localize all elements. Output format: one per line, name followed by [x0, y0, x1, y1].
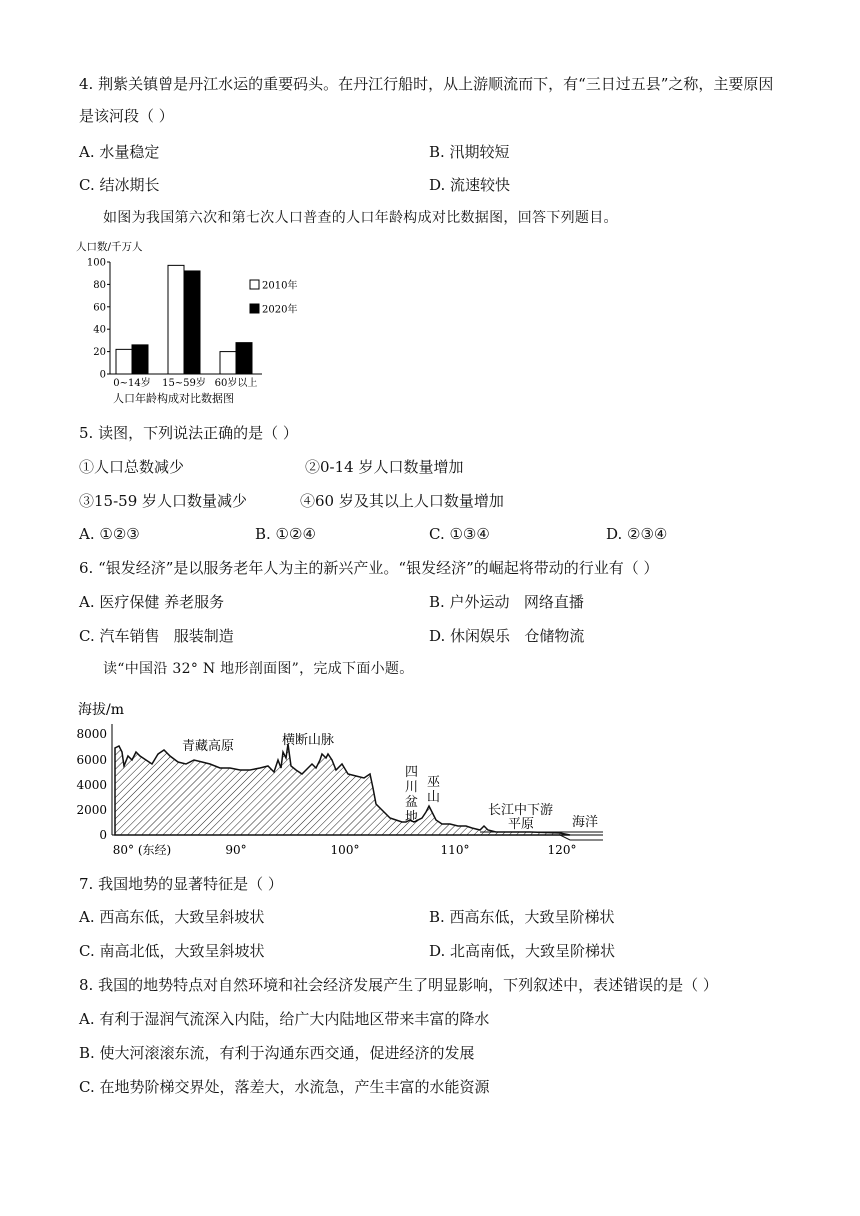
intro-population: 如图为我国第六次和第七次人口普查的人口年龄构成对比数据图，回答下列题目。 — [103, 210, 618, 226]
chart-category-label: 15~59岁 — [162, 378, 206, 389]
chart-category-label: 0~14岁 — [113, 378, 151, 389]
population-bar-chart — [70, 236, 310, 408]
intro-profile: 读“中国沿 32° N 地形剖面图”，完成下面小题。 — [103, 661, 414, 677]
chart-ytick-label: 0 — [99, 369, 106, 381]
legend-swatch — [250, 304, 259, 313]
q7-option-b: B. 西高东低，大致呈阶梯状 — [429, 908, 615, 926]
bar-2020年-15~59岁 — [184, 271, 200, 374]
profile-ytick: 4000 — [76, 778, 107, 792]
profile-ytick: 8000 — [76, 727, 107, 741]
q4-option-c: C. 结冰期长 — [79, 176, 160, 194]
label-ocean: 海洋 — [572, 815, 599, 830]
q5-statement-4: ④60 岁及其以上人口数量增加 — [300, 492, 504, 510]
profile-ylabel: 海拔/m — [78, 702, 124, 718]
q4-option-d: D. 流速较快 — [429, 176, 511, 194]
q5-statement-3: ③15-59 岁人口数量减少 — [79, 492, 248, 510]
q4-stem-line2: 是该河段（ ） — [79, 107, 174, 125]
xtick-label: 110° — [440, 843, 470, 857]
chart-ytick-label: 100 — [86, 257, 106, 269]
q6-stem: 6. “银发经济”是以服务老年人为主的新兴产业。“银发经济”的崛起将带动的行业有（ ） — [79, 559, 659, 577]
chart-category-label: 60岁以上 — [214, 378, 258, 389]
q7-option-a: A. 西高东低，大致呈斜坡状 — [79, 908, 265, 926]
label-yangtze-plain-2: 平原 — [508, 817, 535, 832]
q4-option-a: A. 水量稳定 — [79, 143, 160, 161]
q4-stem-line1: 4. 荆紫关镇曾是丹江水运的重要码头。在丹江行船时，从上游顺流而下，有“三日过五县”之称，主要原因 — [79, 75, 774, 93]
legend-swatch — [250, 280, 259, 289]
terrain-profile-figure — [70, 694, 610, 860]
q8-option-a: A. 有利于湿润气流深入内陆，给广大内陆地区带来丰富的降水 — [79, 1010, 490, 1028]
label-hengduan-mountains: 横断山脉 — [282, 733, 335, 748]
q5-statement-1: ①人口总数减少 — [79, 458, 185, 476]
profile-ytick: 0 — [99, 828, 107, 842]
q7-option-d: D. 北高南低，大致呈阶梯状 — [429, 942, 616, 960]
chart-title: 人口年龄构成对比数据图 — [113, 392, 234, 405]
profile-ytick: 2000 — [76, 803, 107, 817]
q5-option-c: C. ①③④ — [429, 525, 490, 543]
xtick-label: 100° — [330, 843, 360, 857]
bar-2020年-60岁以上 — [236, 343, 252, 374]
label-qinghai-tibet-plateau: 青藏高原 — [182, 739, 235, 754]
q8-stem: 8. 我国的地势特点对自然环境和社会经济发展产生了明显影响，下列叙述中，表述错误的是（ ） — [79, 976, 718, 994]
bar-2010年-15~59岁 — [168, 265, 184, 374]
q5-option-a: A. ①②③ — [79, 525, 140, 543]
label-sichuan-basin: 四 川 盆 地 — [405, 765, 419, 825]
xtick-label: 90° — [225, 843, 247, 857]
q8-option-b: B. 使大河滚滚东流，有利于沟通东西交通，促进经济的发展 — [79, 1044, 475, 1062]
q5-stem: 5. 读图，下列说法正确的是（ ） — [79, 424, 298, 442]
bar-2010年-60岁以上 — [220, 352, 236, 374]
bar-2010年-0~14岁 — [116, 349, 132, 374]
q6-option-d: D. 休闲娱乐 仓储物流 — [429, 627, 585, 645]
legend-label: 2010年 — [262, 280, 298, 292]
chart-ytick-label: 40 — [93, 324, 106, 336]
profile-ytick: 6000 — [76, 753, 107, 767]
bar-2020年-0~14岁 — [132, 345, 148, 374]
legend-label: 2020年 — [262, 304, 298, 316]
chart-ytick-label: 80 — [93, 279, 106, 291]
label-yangtze-plain-1: 长江中下游 — [488, 803, 554, 818]
q6-option-c: C. 汽车销售 服装制造 — [79, 627, 234, 645]
terrain-profile — [115, 744, 570, 835]
q5-statement-2: ②0-14 岁人口数量增加 — [305, 458, 464, 476]
q8-option-c: C. 在地势阶梯交界处，落差大，水流急，产生丰富的水能资源 — [79, 1078, 490, 1096]
q5-option-d: D. ②③④ — [606, 525, 668, 543]
chart-ytick-label: 60 — [93, 302, 106, 314]
q6-option-a: A. 医疗保健 养老服务 — [79, 593, 225, 611]
label-wushan: 巫 山 — [427, 775, 441, 805]
q7-option-c: C. 南高北低，大致呈斜坡状 — [79, 942, 265, 960]
chart-ylabel: 人口数/千万人 — [76, 241, 143, 253]
xtick-label: 120° — [547, 843, 577, 857]
q5-option-b: B. ①②④ — [255, 525, 316, 543]
q7-stem: 7. 我国地势的显著特征是（ ） — [79, 875, 283, 893]
q4-option-b: B. 汛期较短 — [429, 143, 510, 161]
xtick-label: 80° (东经) — [112, 843, 172, 857]
chart-ytick-label: 20 — [93, 347, 106, 359]
q6-option-b: B. 户外运动 网络直播 — [429, 593, 584, 611]
